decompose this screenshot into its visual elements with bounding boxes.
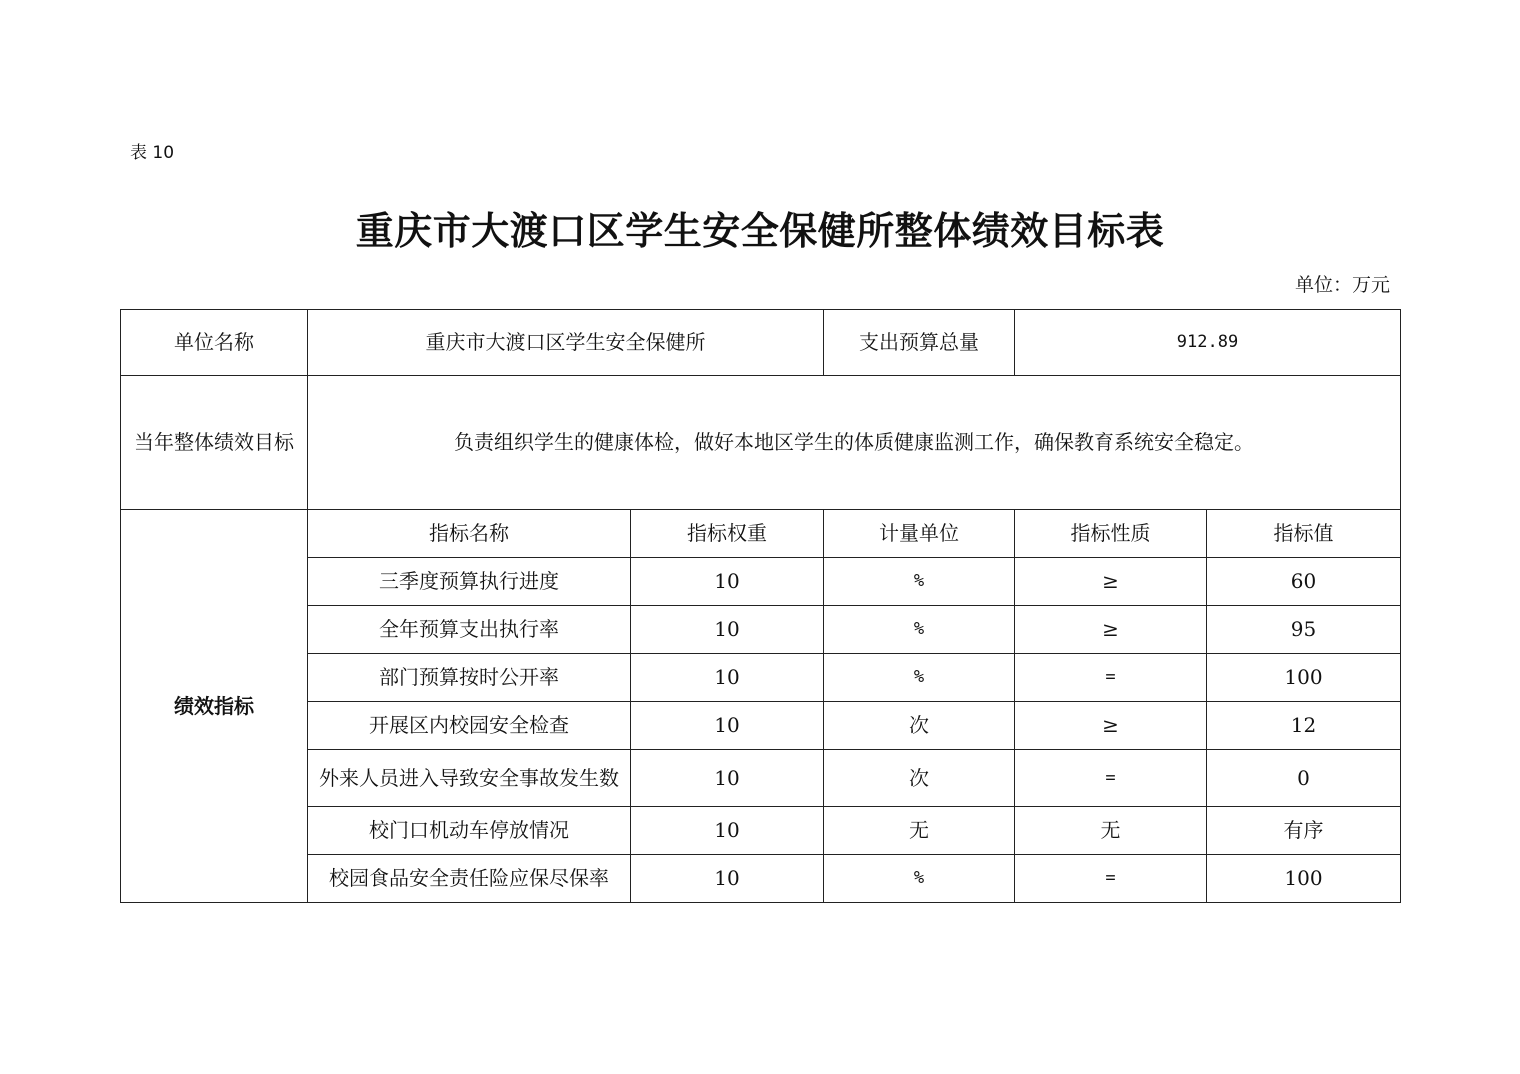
table-row [121,855,1401,903]
indicator-weight: 10 [631,654,824,702]
table-row [121,750,1401,807]
indicator-name: 校门口机动车停放情况 [308,807,631,855]
indicators-section-label: 绩效指标 [121,510,308,903]
indicator-weight: 10 [631,606,824,654]
indicator-unit: 次 [824,750,1015,807]
currency-unit-label: 单位：万元 [1294,274,1390,296]
indicator-nature: ≥ [1015,606,1207,654]
indicator-name: 全年预算支出执行率 [308,606,631,654]
indicator-value: 60 [1207,558,1401,606]
indicator-value: 95 [1207,606,1401,654]
indicator-weight: 10 [631,702,824,750]
indicator-nature: 无 [1015,807,1207,855]
indicator-unit: % [824,654,1015,702]
annual-goal-label: 当年整体绩效目标 [121,376,308,510]
table-row [121,702,1401,750]
header-indicator-weight: 指标权重 [631,510,824,558]
indicator-header-row [121,510,1401,558]
indicator-value: 有序 [1207,807,1401,855]
unit-info-row [121,310,1401,376]
annual-goal-value: 负责组织学生的健康体检，做好本地区学生的体质健康监测工作，确保教育系统安全稳定。 [308,376,1401,510]
indicator-name: 三季度预算执行进度 [308,558,631,606]
header-indicator-nature: 指标性质 [1015,510,1207,558]
budget-total-value: 912.89 [1015,310,1401,376]
unit-name-label: 单位名称 [121,310,308,376]
indicator-nature: = [1015,654,1207,702]
indicator-value: 100 [1207,855,1401,903]
indicator-unit: 无 [824,807,1015,855]
indicator-nature: = [1015,855,1207,903]
budget-total-label: 支出预算总量 [824,310,1015,376]
document-title: 重庆市大渡口区学生安全保健所整体绩效目标表 [355,209,1165,253]
indicator-nature: = [1015,750,1207,807]
indicator-unit: % [824,558,1015,606]
indicator-weight: 10 [631,750,824,807]
table-row [121,558,1401,606]
indicator-name: 部门预算按时公开率 [308,654,631,702]
annual-goal-row [121,376,1401,510]
table-row [121,654,1401,702]
table-row [121,807,1401,855]
indicator-name: 校园食品安全责任险应保尽保率 [308,855,631,903]
header-measure-unit: 计量单位 [824,510,1015,558]
indicator-name: 外来人员进入导致安全事故发生数 [308,750,631,807]
indicator-weight: 10 [631,558,824,606]
header-indicator-value: 指标值 [1207,510,1401,558]
unit-name-value: 重庆市大渡口区学生安全保健所 [308,310,824,376]
indicator-unit: % [824,855,1015,903]
indicator-weight: 10 [631,807,824,855]
indicator-weight: 10 [631,855,824,903]
indicator-value: 12 [1207,702,1401,750]
indicator-unit: 次 [824,702,1015,750]
indicator-name: 开展区内校园安全检查 [308,702,631,750]
table-number: 表 10 [130,143,175,163]
indicator-unit: % [824,606,1015,654]
table-row [121,606,1401,654]
indicator-value: 100 [1207,654,1401,702]
indicator-nature: ≥ [1015,702,1207,750]
indicator-value: 0 [1207,750,1401,807]
performance-target-table [120,309,1401,903]
indicator-nature: ≥ [1015,558,1207,606]
header-indicator-name: 指标名称 [308,510,631,558]
